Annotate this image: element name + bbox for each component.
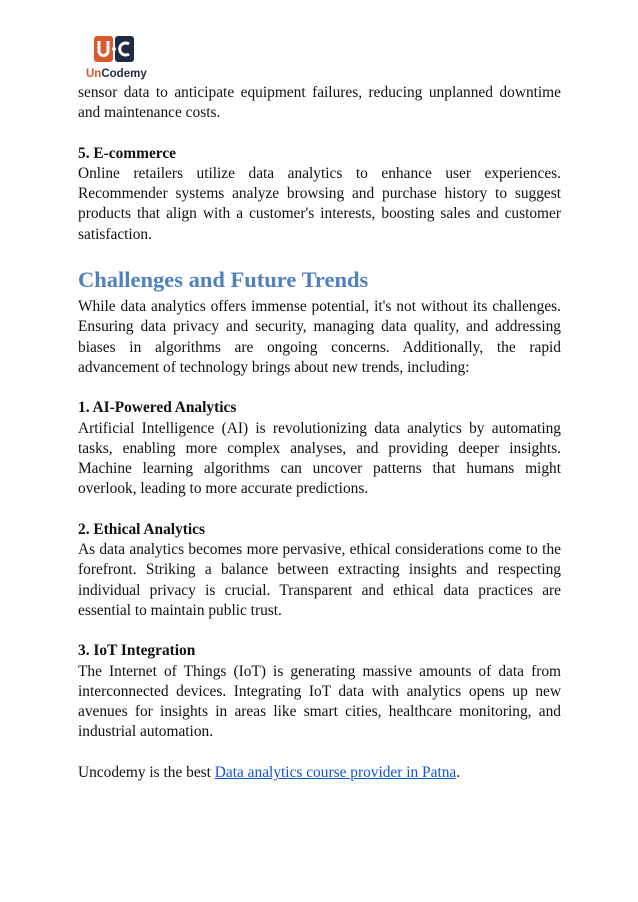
uncodemy-logo (84, 36, 154, 84)
course-provider-link[interactable]: Data analytics course provider in Patna (214, 763, 457, 781)
logo-wordmark: UnCodemy (86, 68, 147, 80)
intro-paragraph: sensor data to anticipate equipment failures, reducing unplanned downtime and maintenance costs. (78, 84, 561, 122)
document-body (78, 83, 561, 783)
trend-ai-paragraph: Artificial Intelligence (AI) is revolutionizing data analytics by automating tasks, enabling more complex analyses, and providing deeper insights. Machine learning algorithms can uncover patterns that humans might overlook, leading to more accurate predictions. (78, 419, 561, 498)
ecommerce-paragraph: Online retailers utilize data analytics to enhance user experiences. Recommender systems analyze browsing and purchase history to suggest products that align with a customer's interests, boosting sales and customer satisfaction. (78, 164, 561, 243)
uncodemy-logo-mark-icon (94, 36, 134, 68)
trend-ethical-paragraph: As data analytics becomes more pervasive, ethical considerations come to the forefront. Striking a balance between extracting insights and respecting individual privacy is crucial. Transparent and ethical data practices are essential to maintain public trust. (78, 541, 561, 619)
trend-ethical-title: 2. Ethical Analytics (78, 520, 205, 538)
closing-prefix: Uncodemy is the best (78, 763, 215, 781)
challenges-paragraph: While data analytics offers immense potential, it's not without its challenges. Ensuring data privacy and security, managing data quality, and addressing biases in algorithms are ongoing concerns. Additionally, the rapid advancement of technology brings about new trends, including: (78, 298, 561, 376)
trend-ai-title: 1. AI-Powered Analytics (78, 399, 237, 417)
closing-paragraph (78, 763, 561, 783)
trend-iot-title: 3. IoT Integration (78, 642, 196, 660)
ecommerce-title: 5. E-commerce (78, 144, 176, 162)
challenges-heading: Challenges and Future Trends (78, 267, 369, 293)
trend-iot-paragraph: The Internet of Things (IoT) is generating massive amounts of data from interconnected devices. Integrating IoT data with analytics opens up new avenues for insights in areas like smart cities, healthcare monitoring, and industrial automation. (78, 662, 561, 741)
closing-suffix: . (456, 763, 461, 781)
